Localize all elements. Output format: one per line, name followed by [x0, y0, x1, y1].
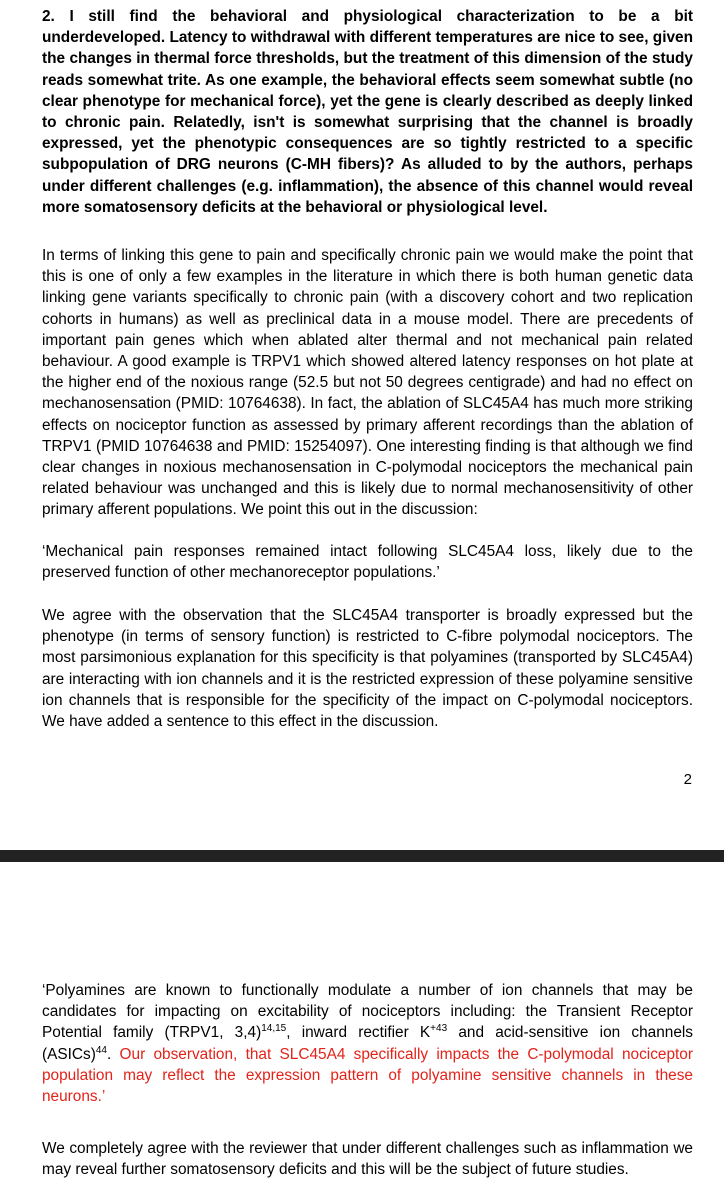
- citation-superscript: +43: [430, 1023, 448, 1035]
- quoted-manuscript-text: ‘Mechanical pain responses remained intact following SLC45A4 loss, likely due to the preserved function of other mechanoreceptor populations.’: [42, 543, 693, 582]
- quote-text: .: [107, 1045, 120, 1063]
- author-response-paragraph: We completely agree with the reviewer that under different challenges such as inflammation we may reveal further somatosensory deficits and this will be the subject of future studies.: [42, 1140, 693, 1179]
- document-page-bottom: [0, 862, 724, 1200]
- reviewer-comment: 2. I still find the behavioral and physiological characterization to be a bit underdeveloped. Latency to withdrawal with different temperatures are nice to see, given the changes in thermal force thresholds, but the treatment of this dimension of the study reads somewhat trite. As one example, the behavioral effects seem somewhat subtle (no clear phenotype for mechanical force), yet the gene is clearly described as deeply linked to chronic pain. Relatedly, isn't is somewhat surprising that the channel is broadly expressed, yet the phenotypic consequences are so tightly restricted to a specific subpopulation of DRG neurons (C-MH fibers)? As alluded to by the authors, perhaps under different challenges (e.g. inflammation), the absence of this channel would reveal more somatosensory deficits at the behavioral or physiological level.: [42, 8, 693, 216]
- page-divider: [0, 850, 724, 862]
- quote-text: , inward rectifier K: [286, 1024, 431, 1042]
- citation-superscript: 44: [95, 1044, 107, 1056]
- added-sentence-red: Our observation, that SLC45A4 specifically impacts the C-polymodal nociceptor population may reflect the expression pattern of polyamine sensitive channels in these neurons.’: [42, 1045, 693, 1106]
- author-response-paragraph: In terms of linking this gene to pain and specifically chronic pain we would make the point that this is one of only a few examples in the literature in which there is both human genetic data linking gene variants specifically to chronic pain (with a discovery cohort and two replication cohorts in humans) as well as preclinical data in a mouse model. There are precedents of important pain genes which when ablated alter thermal and not mechanical pain related behaviour. A good example is TRPV1 which showed altered latency responses on hot plate at the higher end of the noxious range (52.5 but not 50 degrees centigrade) and had no effect on mechanosensation (PMID: 10764638). In fact, the ablation of SLC45A4 has much more striking effects on nociceptor function as assessed by primary afferent recordings than the ablation of TRPV1 (PMID 10764638 and PMID: 15254097). One interesting finding is that although we find clear changes in noxious mechanosensation in C-polymodal nociceptors the mechanical pain related behaviour was unchanged and this is likely due to normal mechanosensitivity of other primary afferent populations. We point this out in the discussion:: [42, 247, 693, 519]
- page-number: 2: [683, 771, 692, 788]
- citation-superscript: 14,15: [261, 1023, 287, 1035]
- author-response-paragraph: We agree with the observation that the SLC45A4 transporter is broadly expressed but the phenotype (in terms of sensory function) is restricted to C-fibre polymodal nociceptors. The most parsimonious explanation for this specificity is that polyamines (transported by SLC45A4) are interacting with ion channels and it is the restricted expression of these polyamine sensitive ion channels that is responsible for the specificity of the impact on C-polymodal nociceptors. We have added a sentence to this effect in the discussion.: [42, 607, 693, 731]
- quote-text: ‘Polyamines are known to functionally modulate a number of ion channels that may be candidates for impacting on excitability of nociceptors including: the Transient Receptor Potential family (TRPV1, 3,4): [42, 982, 693, 1042]
- quoted-manuscript-text: [42, 980, 693, 1107]
- quote-text: and acid-sensitive ion channels (ASICs): [42, 1024, 693, 1063]
